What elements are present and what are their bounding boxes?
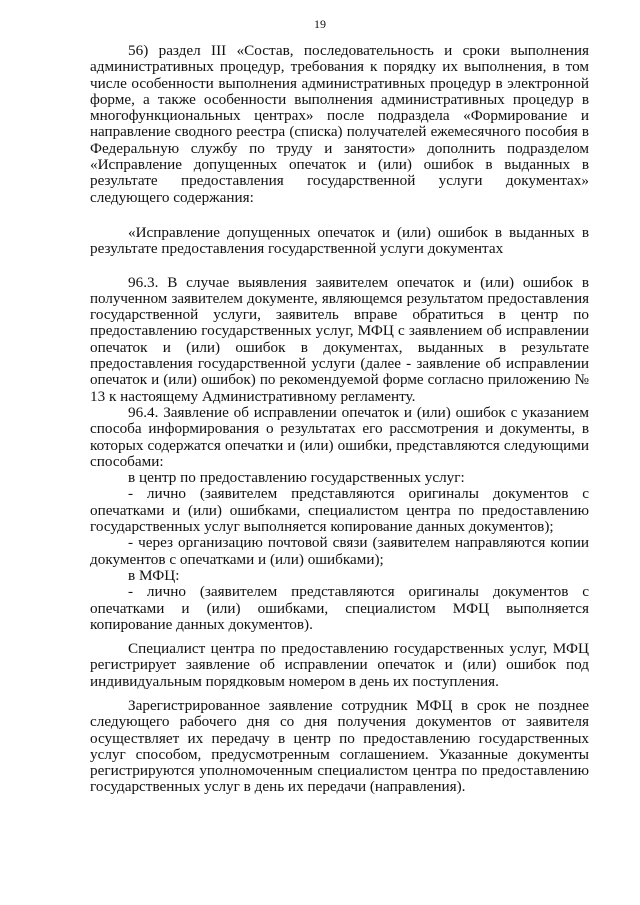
text-line: опечаток и (или) ошибок в документах, выданных в результате [90,338,589,356]
text-line: результате предоставления государственной услуги документах» [90,172,589,190]
text-line: регистрируются уполномоченным специалистом центра по предоставлению [90,762,589,780]
paragraph-registered [90,698,589,796]
paragraph-96-4 [90,405,589,470]
list-item-center-post [90,535,589,568]
text-line: услуг способом, предусмотренным соглашением. Указанные документы [90,745,589,763]
text-line: - лично (заявителем представляются оригиналы документов с [128,485,589,503]
text-line: 96.3. В случае выявления заявителем опечаток и (или) ошибок в [128,273,589,291]
text-line: полученном заявителем документе, являющемся результатом предоставления [90,290,589,307]
subsection-heading [90,225,589,258]
text-line: результате предоставления государственной услуги документах [90,240,504,258]
text-line: «Исправление допущенных опечаток и (или) ошибок в выданных в [90,156,589,174]
text-line: - лично (заявителем представляются оригиналы документов с [128,583,589,601]
text-line: предоставления государственной услуги (далее - заявление об исправлении [90,355,589,373]
text-line: 96.4. Заявление об исправлении опечаток и (или) ошибок с указанием [128,403,589,421]
paragraph-registers [90,641,589,690]
text-line: многофункциональных центрах» после подраздела «Формирование и [90,107,589,125]
text-line: - через организацию почтовой связи (заявителем направляются копии [128,534,589,552]
text-line: «Исправление допущенных опечаток и (или) ошибок в выданных в [128,223,589,241]
text-line: которых содержатся опечатки и (или) ошибки, представляются следующими [90,436,589,454]
text-line: опечатками и (или) ошибками, специалистом МФЦ выполняется [90,599,589,617]
text-line: следующего содержания: [90,188,254,206]
text-line: документов с опечатками и (или) ошибками); [90,550,384,568]
center-heading: в центр по предоставлению государственных услуг: [128,469,465,487]
text-line: копирование данных документов). [90,615,313,633]
text-line: государственной услуги, заявитель вправе обратиться в центр по [90,306,589,324]
mfc-heading: в МФЦ: [128,566,180,584]
text-line: Федеральную службу по труду и занятости» дополнить подразделом [90,139,589,157]
text-line: 13 к настоящему Административному регламенту. [90,387,416,405]
text-line: государственных услуг выполняется копирование данных документов); [90,518,554,536]
text-line: следующего рабочего дня со дня получения документов от заявителя [90,713,589,731]
text-line: опечаток и (или) ошибок) по рекомендуемой форме согласно приложению № [90,372,589,389]
text-line: способами: [90,452,164,470]
text-line: государственных услуг в день их передачи (направления). [90,778,466,796]
text-line: индивидуальным порядковым номером в день их поступления. [90,672,499,690]
page-number: 19 [314,17,326,31]
text-line: способа информирования о результатах его рассмотрения и документы, в [90,420,589,438]
paragraph-96-3 [90,275,589,405]
paragraph-item-56 [90,43,589,206]
text-line: числе особенности выполнения административных процедур в электронной [90,74,589,92]
text-line: опечатками и (или) ошибками, специалистом центра по предоставлению [90,501,589,519]
text-line: форме, а также особенности выполнения административных процедур в [90,90,589,108]
text-line: административных процедур, требования к порядку их выполнения, в том [90,58,589,76]
text-line: регистрирует заявление об исправлении опечаток и (или) ошибок под [90,656,589,674]
document-body [90,43,589,796]
text-line: направление сводного реестра (списка) получателей ежемесячного пособия в [90,124,589,141]
text-line: 56) раздел III «Состав, последовательность и сроки выполнения [128,42,589,59]
list-item-center-personal [90,486,589,535]
text-line: предоставлению государственных услуг, МФЦ с заявлением об исправлении [90,322,589,340]
text-line: Специалист центра по предоставлению государственных услуг, МФЦ [128,640,589,658]
text-line: осуществляет их передачу в центр по предоставлению государственных [90,729,589,747]
list-item-mfc-personal [90,584,589,633]
text-line: Зарегистрированное заявление сотрудник МФЦ в срок не позднее [128,696,589,714]
